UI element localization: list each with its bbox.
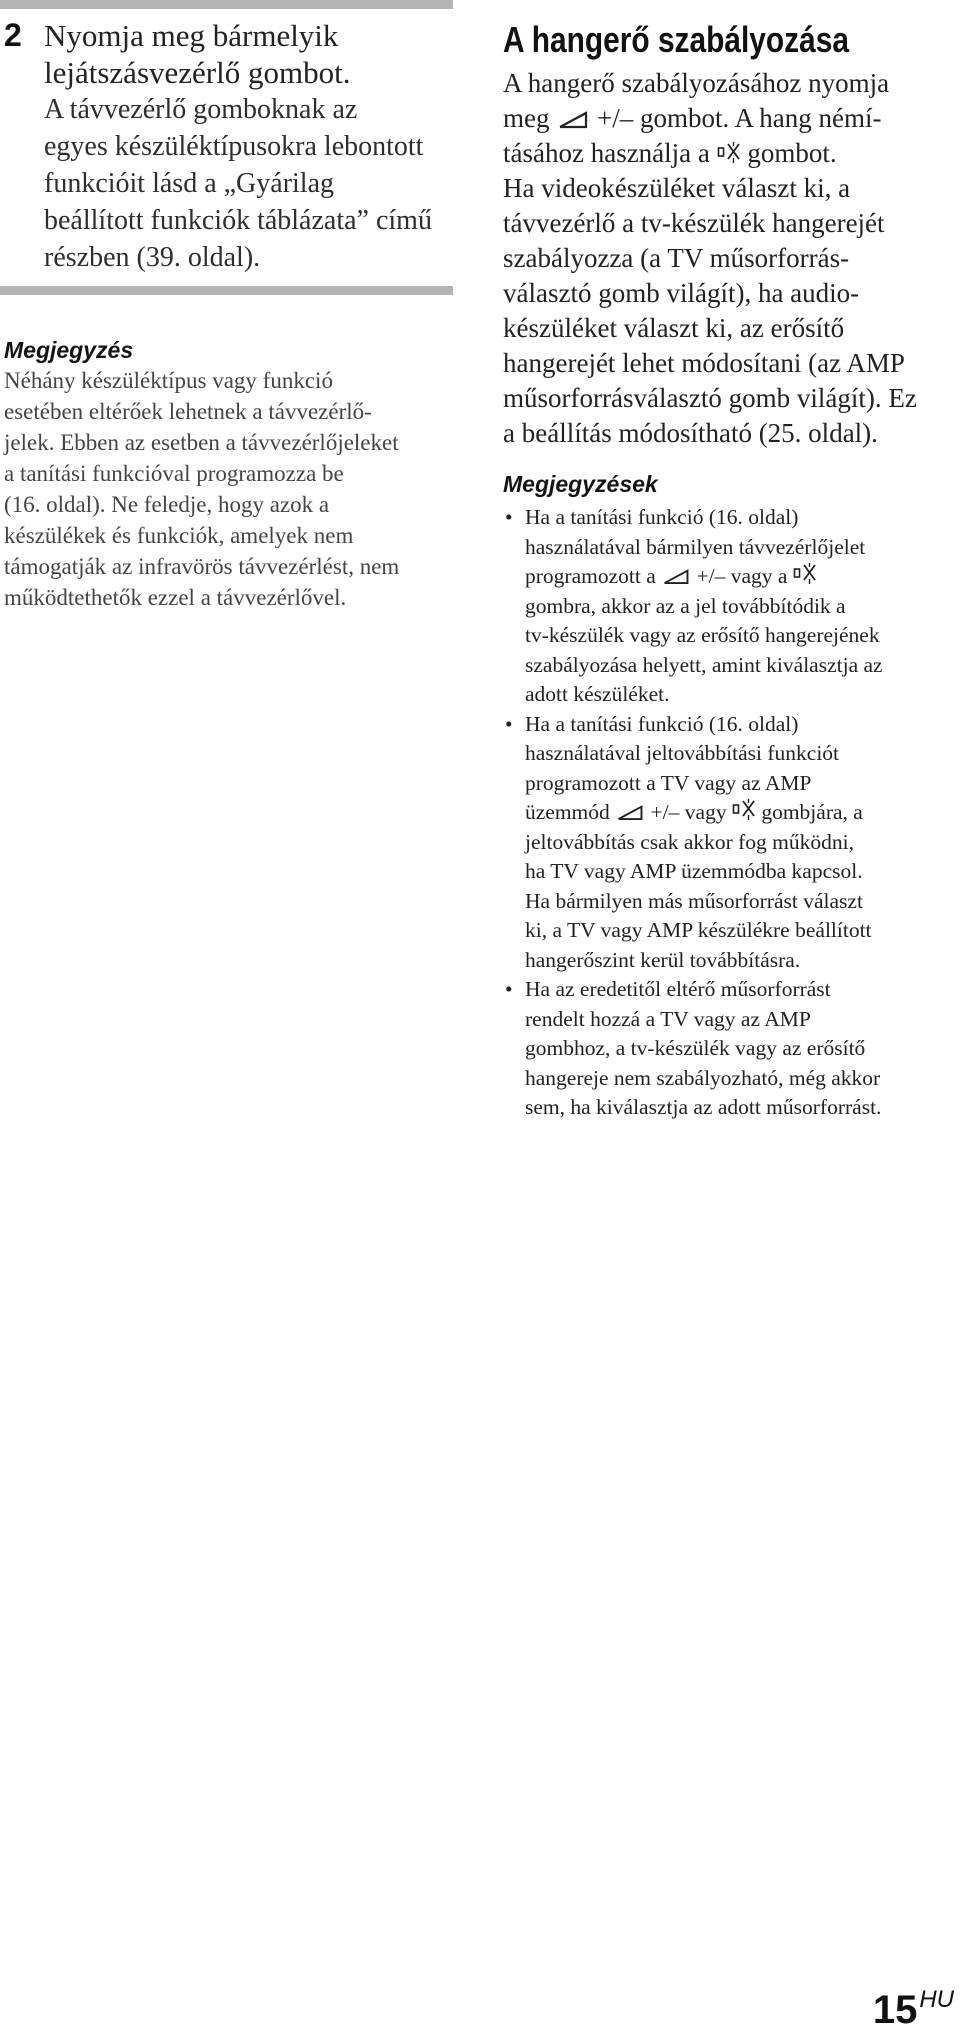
section-line: A hangerő szabályozásához nyomja [503, 68, 890, 98]
text-run: vagy a [730, 564, 788, 588]
step-body-line: beállított funkciók táblázata” című [44, 205, 432, 236]
note-heading: Megjegyzés [4, 337, 134, 363]
note-line: támogatják az infravörös távvezérlést, nem [4, 554, 400, 579]
list-line: szabályozása helyett, amint kiválasztja az [525, 652, 883, 677]
list-line: Ha a tanítási funkció (16. oldal) [525, 505, 799, 529]
step-body-line: részben (39. oldal). [44, 242, 261, 273]
step-title-line: Nyomja meg bármelyik [44, 18, 339, 53]
list-line: használatával bármilyen távvezérlőjelet [525, 534, 866, 559]
list-line: adott készüléket. [525, 682, 670, 706]
list-line: használatával jeltovábbítási funkciót [525, 741, 840, 765]
bullet-mark: • [505, 505, 513, 529]
section-line [503, 101, 960, 136]
section-rule-bottom [0, 286, 453, 295]
list-line: hangerőszint kerül továbbításra. [525, 947, 801, 972]
text-run: üzemmód [525, 800, 610, 824]
list-line: tv-készülék vagy az erősítő hangerejének [525, 623, 880, 647]
text-run: gombjára, a [761, 800, 863, 824]
list-line: ki, a TV vagy AMP készülékre beállított [525, 918, 872, 942]
volume-wedge-icon [615, 802, 645, 822]
step-number: 2 [4, 17, 22, 53]
list-line: jeltovábbítás csak akkor fog működni, [525, 829, 854, 854]
note-line: Néhány készüléktípus vagy funkció [4, 368, 333, 393]
page-number-value: 15 [872, 1988, 918, 2032]
text-run: programozott a [525, 564, 656, 588]
text-run: gombot. A hang némí- [639, 103, 882, 133]
list-line: gombhoz, a tv-készülék vagy az erősítő [525, 1036, 866, 1060]
section-body [503, 66, 960, 451]
text-run: tásához használja a [503, 138, 710, 168]
section-line: választó gomb világít), ha audio- [503, 278, 860, 308]
step-body-line: egyes készüléktípusokra lebontott [44, 131, 424, 162]
list-line: hangereje nem szabályozható, még akkor [525, 1065, 881, 1090]
section-title: A hangerő szabályozása [503, 19, 849, 60]
note-line: készülékek és funkciók, amelyek nem [4, 523, 354, 548]
muting-speaker-icon [717, 141, 741, 165]
list-line: programozott a TV vagy az AMP [525, 770, 812, 795]
list-line: Ha bármilyen más műsorforrást választ [525, 888, 863, 913]
plus-minus-label: +/– [696, 564, 726, 588]
section-line: készüléket választ ki, az erősítő [503, 313, 845, 343]
step-title-line: lejátszásvezérlő gombot. [44, 55, 351, 90]
page-number [873, 1978, 954, 2032]
list-line: rendelt hozzá a TV vagy az AMP [525, 1006, 811, 1031]
text-run: meg [503, 103, 550, 133]
right-notes [503, 469, 960, 1123]
bullet-mark: • [505, 711, 513, 736]
section-line: távvezérlő a tv-készülék hangerejét [503, 208, 885, 238]
notes-heading: Megjegyzések [503, 471, 658, 497]
step-body [44, 91, 453, 276]
step-block [0, 9, 453, 276]
list-line: gombra, akkor az a jel továbbítódik a [525, 593, 846, 618]
bullet-mark: • [505, 977, 513, 1001]
note-line: jelek. Ebben az esetben a távvezérlőjeleket [4, 430, 399, 455]
list-line: sem, ha kiválasztja az adott műsorforrást. [525, 1095, 882, 1119]
step-title [44, 17, 453, 91]
section-line: szabályozza (a TV műsorforrás- [503, 243, 850, 273]
section-line: a beállítás módosítható (25. oldal). [503, 418, 878, 448]
text-run: vagy [684, 800, 727, 824]
step-text [44, 17, 453, 276]
list-line: Ha az eredetitől eltérő műsorforrást [525, 977, 831, 1001]
section-line: hangerejét lehet módosítani (az AMP [503, 348, 905, 378]
muting-speaker-icon [793, 562, 817, 586]
note-body [4, 365, 453, 613]
section-line [503, 136, 960, 171]
section-line: műsorforrásválasztó gomb világít). Ez [503, 383, 917, 413]
list-line: Ha a tanítási funkció (16. oldal) [525, 711, 799, 736]
notes-list [503, 503, 960, 1123]
note-line: a tanítási funkcióval programozza be [4, 461, 344, 486]
volume-wedge-icon [661, 566, 691, 586]
right-column [503, 0, 960, 1123]
step-body-line: funkcióit lásd a „Gyárilag [44, 168, 335, 199]
section-rule-top [0, 0, 453, 9]
list-item [503, 710, 960, 976]
list-item [503, 503, 960, 710]
plus-minus-label: +/– [597, 103, 634, 133]
page-language-code: HU [919, 1986, 954, 2013]
note-line: esetében eltérőek lehetnek a távvezérlő- [4, 399, 372, 424]
list-line [525, 562, 960, 592]
step-body-line: A távvezérlő gomboknak az [44, 94, 358, 125]
muting-speaker-icon [732, 798, 756, 822]
plus-minus-label: +/– [650, 800, 680, 824]
list-line: ha TV vagy AMP üzemmódba kapcsol. [525, 859, 863, 883]
left-note [0, 335, 453, 613]
section-line: Ha videokészüléket választ ki, a [503, 173, 851, 203]
text-run: gombot. [747, 138, 837, 168]
volume-wedge-icon [556, 108, 590, 130]
note-line: működtethetők ezzel a távvezérlővel. [4, 585, 347, 610]
list-line [525, 798, 960, 828]
list-item [503, 975, 960, 1123]
note-line: (16. oldal). Ne feledje, hogy azok a [4, 492, 330, 517]
left-column [0, 0, 453, 613]
